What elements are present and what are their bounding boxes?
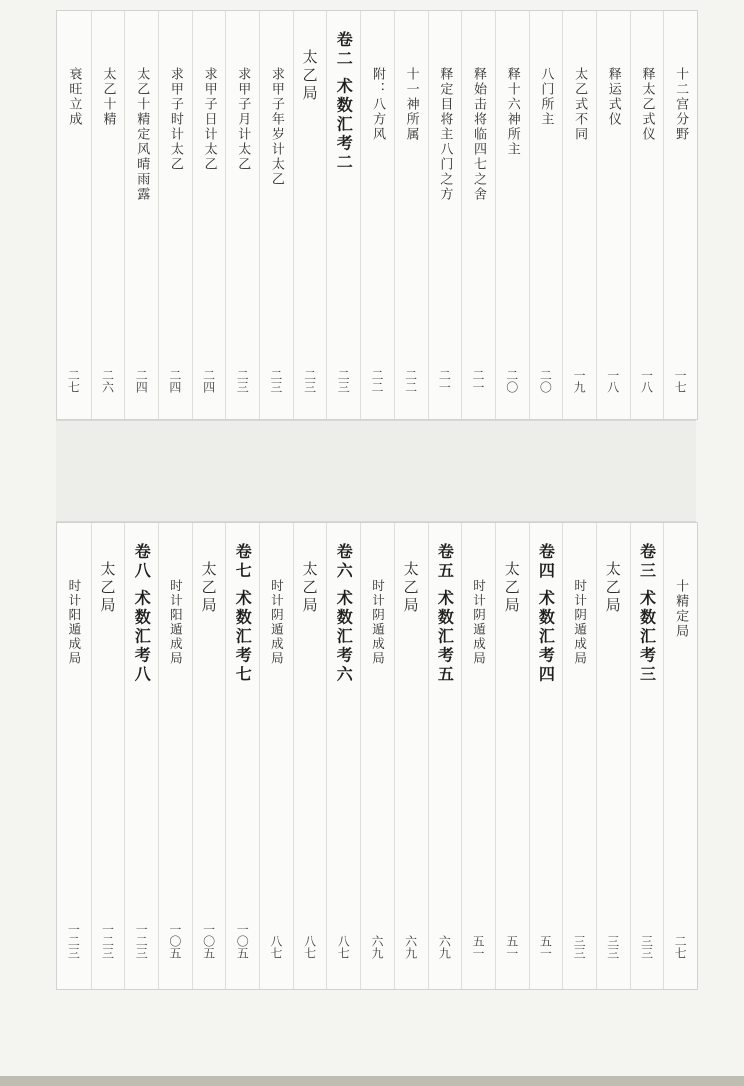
entry-title: 衰旺立成 (66, 67, 82, 127)
toc-entry (259, 523, 293, 989)
entry-page-number: 二三 (235, 369, 250, 393)
entry-title: 十一神所属 (403, 67, 419, 142)
entry-page-number: 五一 (538, 935, 553, 959)
entry-page-number: 一〇五 (235, 923, 250, 959)
volume-heading: 卷三 术数汇考三 (637, 543, 657, 685)
entry-title: 太乙局 (300, 49, 319, 103)
page-edge-strip (0, 1076, 744, 1086)
entry-page-number: 二〇 (538, 369, 553, 393)
toc-entry (91, 11, 125, 419)
entry-title: 释运式仪 (605, 67, 621, 127)
toc-entry (596, 523, 630, 989)
entry-title: 求甲子年岁计太乙 (268, 67, 284, 187)
toc-entry (326, 11, 360, 419)
entry-page-number: 一八 (639, 369, 654, 393)
entry-page-number: 八七 (302, 935, 317, 959)
entry-title: 太乙局 (98, 561, 117, 615)
toc-entry (158, 11, 192, 419)
entry-title: 求甲子月计太乙 (235, 67, 251, 172)
toc-entry (495, 11, 529, 419)
entry-title: 太乙局 (300, 561, 319, 615)
entry-title: 时计阴遁成局 (269, 579, 285, 666)
entry-page-number: 一七 (673, 369, 688, 393)
entry-title: 释始击将临四七之舍 (471, 67, 487, 202)
entry-page-number: 五一 (471, 935, 486, 959)
entry-page-number: 一二三 (66, 923, 81, 959)
entry-page-number: 一〇五 (201, 923, 216, 959)
entry-title: 太乙局 (199, 561, 218, 615)
entry-title: 释十六神所主 (504, 67, 520, 157)
entry-title: 太乙局 (603, 561, 622, 615)
entry-page-number: 二四 (134, 369, 149, 393)
toc-entry (192, 523, 226, 989)
toc-entry (529, 523, 563, 989)
entry-title: 八门所主 (538, 67, 554, 127)
entry-page-number: 二三 (302, 369, 317, 393)
toc-entry (158, 523, 192, 989)
toc-entry (596, 11, 630, 419)
volume-heading: 卷八 术数汇考八 (132, 543, 152, 685)
entry-page-number: 一二三 (134, 923, 149, 959)
entry-title: 太乙局 (502, 561, 521, 615)
entry-title: 太乙十精定风晴雨露 (134, 67, 150, 202)
toc-entry (57, 523, 91, 989)
entry-page-number: 八七 (336, 935, 351, 959)
entry-title: 时计阴遁成局 (572, 579, 588, 666)
toc-entry (91, 523, 125, 989)
toc-entry (124, 11, 158, 419)
entry-page-number: 一八 (605, 369, 620, 393)
toc-entry (562, 11, 596, 419)
entry-title: 时计阳遁成局 (66, 579, 82, 666)
entry-page-number: 六九 (369, 935, 384, 959)
toc-entry (293, 11, 327, 419)
entry-title: 太乙局 (401, 561, 420, 615)
toc-entry (225, 523, 259, 989)
entry-title: 附：八方风 (369, 67, 385, 142)
entry-title: 释太乙式仪 (639, 67, 655, 142)
toc-entry (192, 11, 226, 419)
toc-entry (225, 11, 259, 419)
entry-title: 太乙十精 (100, 67, 116, 127)
entry-page-number: 六九 (403, 935, 418, 959)
toc-entry (259, 11, 293, 419)
toc-entry (630, 523, 664, 989)
entry-page-number: 二一 (471, 369, 486, 393)
entry-page-number: 二〇 (504, 369, 519, 393)
entry-page-number: 三三 (639, 935, 654, 959)
entry-page-number: 二三 (268, 369, 283, 393)
entry-page-number: 三三 (572, 935, 587, 959)
entry-page-number: 二六 (100, 369, 115, 393)
entry-page-number: 二二 (369, 369, 384, 393)
toc-entry (124, 523, 158, 989)
toc-panel-top (56, 10, 698, 420)
volume-heading: 卷五 术数汇考五 (435, 543, 455, 685)
toc-entry (394, 11, 428, 419)
toc-entry (428, 11, 462, 419)
toc-entry (360, 523, 394, 989)
toc-panel-bottom (56, 522, 698, 990)
toc-entry (326, 523, 360, 989)
toc-entry (663, 11, 697, 419)
entry-page-number: 八七 (268, 935, 283, 959)
entry-title: 时计阴遁成局 (370, 579, 386, 666)
volume-heading: 卷二 术数汇考二 (334, 31, 354, 173)
entry-title: 求甲子日计太乙 (201, 67, 217, 172)
volume-heading: 卷四 术数汇考四 (536, 543, 556, 685)
entry-page-number: 二四 (167, 369, 182, 393)
entry-page-number: 五一 (504, 935, 519, 959)
toc-entry (630, 11, 664, 419)
toc-entry (394, 523, 428, 989)
entry-page-number: 二七 (66, 369, 81, 393)
entry-page-number: 二三 (336, 369, 351, 393)
entry-page-number: 一二三 (100, 923, 115, 959)
entry-title: 时计阳遁成局 (168, 579, 184, 666)
toc-entry (495, 523, 529, 989)
panel-divider-band (56, 420, 696, 522)
entry-title: 释定目将主八门之方 (437, 67, 453, 202)
entry-title: 太乙式不同 (572, 67, 588, 142)
entry-page-number: 二四 (201, 369, 216, 393)
entry-page-number: 一〇五 (167, 923, 182, 959)
entry-title: 十二宫分野 (673, 67, 689, 142)
entry-page-number: 二一 (437, 369, 452, 393)
toc-entry (529, 11, 563, 419)
toc-entry (293, 523, 327, 989)
entry-title: 时计阴遁成局 (471, 579, 487, 666)
entry-page-number: 三三 (605, 935, 620, 959)
volume-heading: 卷六 术数汇考六 (334, 543, 354, 685)
entry-title: 求甲子时计太乙 (167, 67, 183, 172)
entry-page-number: 二二 (403, 369, 418, 393)
entry-page-number: 二七 (673, 935, 688, 959)
volume-heading: 卷七 术数汇考七 (233, 543, 253, 685)
entry-title: 十精定局 (673, 579, 689, 639)
toc-entry (428, 523, 462, 989)
entry-page-number: 一九 (572, 369, 587, 393)
toc-entry (461, 523, 495, 989)
toc-entry (562, 523, 596, 989)
entry-page-number: 六九 (437, 935, 452, 959)
toc-entry (663, 523, 697, 989)
toc-entry (461, 11, 495, 419)
toc-entry (360, 11, 394, 419)
toc-entry (57, 11, 91, 419)
